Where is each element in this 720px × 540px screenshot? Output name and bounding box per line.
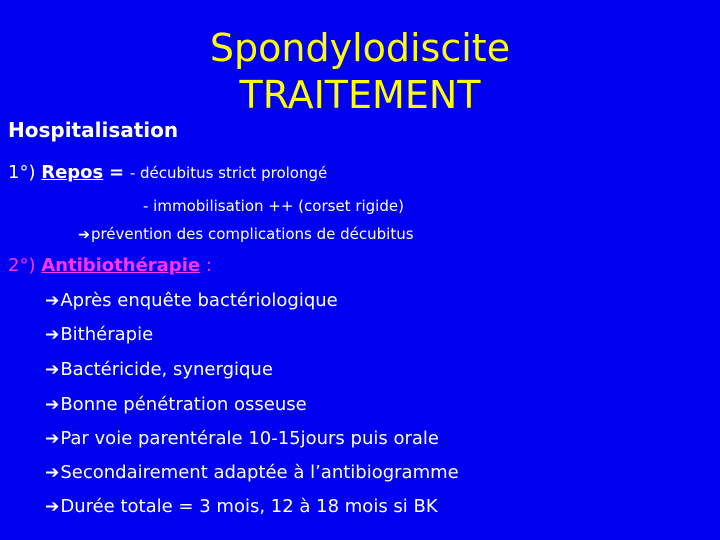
repos-equals: = bbox=[109, 162, 125, 183]
repos-item-1: - décubitus strict prolongé bbox=[129, 164, 328, 182]
antibio-bullet-text: Durée totale = 3 mois, 12 à 18 mois si BK bbox=[60, 496, 438, 517]
antibio-bullet-text: Bactéricide, synergique bbox=[60, 359, 273, 380]
antibio-bullet-text: Bithérapie bbox=[60, 324, 154, 345]
right-arrow-icon: ➔ bbox=[78, 227, 90, 243]
repos-consequence bbox=[78, 225, 414, 243]
slide-title-line1: Spondylodiscite bbox=[209, 26, 511, 70]
right-arrow-icon: ➔ bbox=[45, 497, 60, 517]
antibio-bullet-text: Bonne pénétration osseuse bbox=[60, 394, 307, 415]
antibio-bullet bbox=[45, 428, 439, 449]
repos-consequence-text: prévention des complications de décubitus bbox=[90, 225, 414, 243]
right-arrow-icon: ➔ bbox=[45, 360, 60, 380]
repos-line bbox=[8, 162, 327, 183]
antibio-label: Antibiothérapie bbox=[41, 255, 201, 276]
antibio-bullet-text: Par voie parentérale 10-15jours puis orale bbox=[60, 428, 439, 449]
antibio-bullet-text: Secondairement adaptée à l’antibiogramme bbox=[60, 462, 459, 483]
antibio-bullet bbox=[45, 324, 153, 345]
antibio-number: 2°) bbox=[8, 255, 36, 276]
antibio-bullet bbox=[45, 290, 338, 311]
right-arrow-icon: ➔ bbox=[45, 291, 60, 311]
right-arrow-icon: ➔ bbox=[45, 463, 60, 483]
antibio-bullet bbox=[45, 394, 307, 415]
antibio-bullet bbox=[45, 496, 438, 517]
antibio-colon: : bbox=[205, 255, 212, 276]
slide-title-line2: TRAITEMENT bbox=[239, 73, 481, 117]
right-arrow-icon: ➔ bbox=[45, 429, 60, 449]
antibio-bullet-text: Après enquête bactériologique bbox=[60, 290, 338, 311]
repos-label: Repos bbox=[41, 162, 104, 183]
right-arrow-icon: ➔ bbox=[45, 325, 60, 345]
antibio-bullet bbox=[45, 359, 273, 380]
antibio-bullet bbox=[45, 462, 459, 483]
repos-number: 1°) bbox=[8, 162, 36, 183]
antibio-line bbox=[8, 255, 212, 276]
section-heading-hospitalisation: Hospitalisation bbox=[8, 118, 179, 142]
right-arrow-icon: ➔ bbox=[45, 395, 60, 415]
repos-item-2: - immobilisation ++ (corset rigide) bbox=[143, 197, 404, 215]
